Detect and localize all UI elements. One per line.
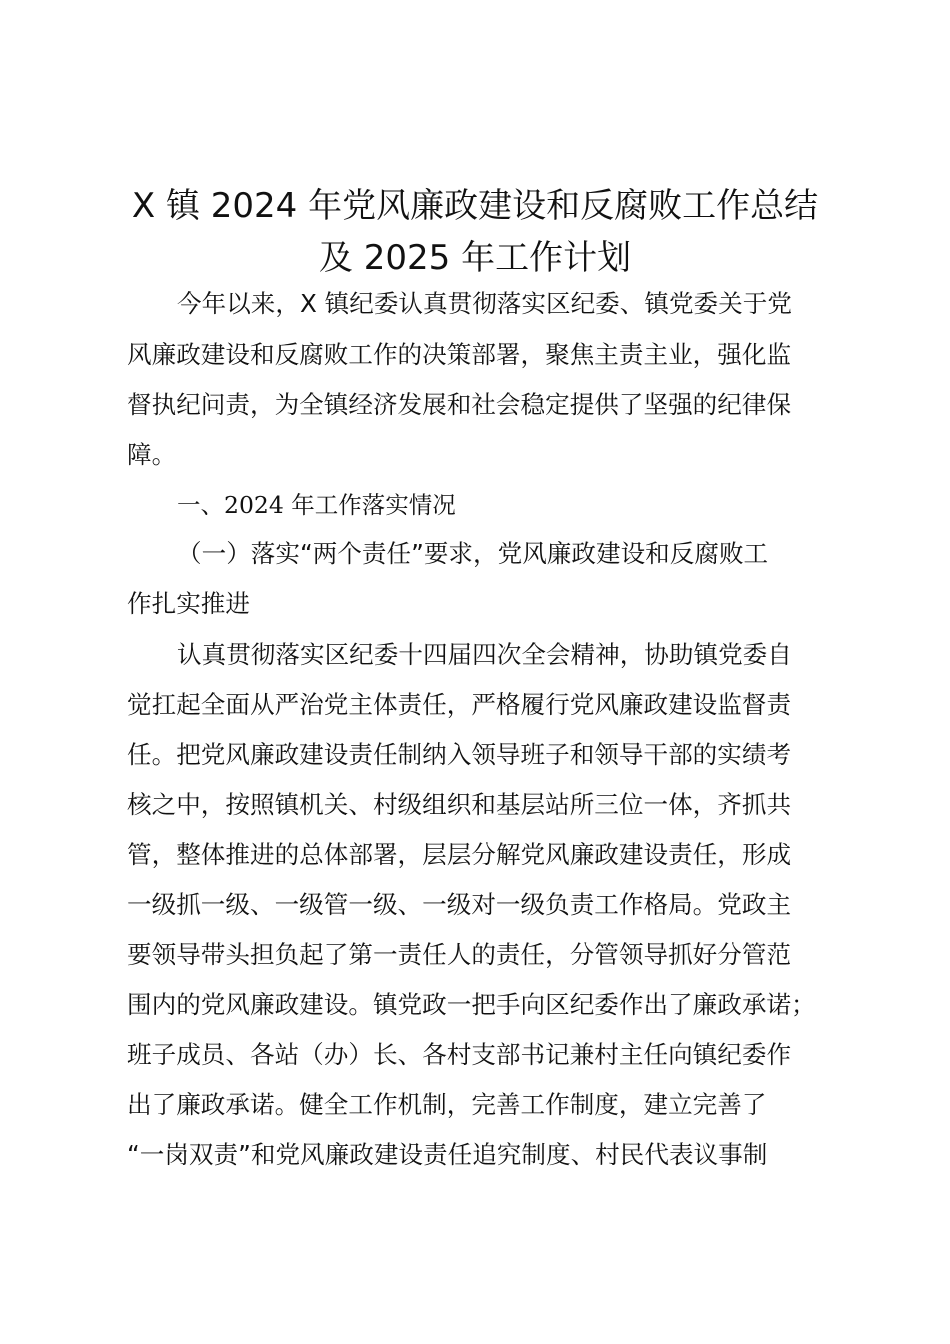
body-paragraph-line-7: 要领导带头担负起了第一责任人的责任，分管领导抓好分管范 [127,940,792,969]
document-title-line-1: X 镇 2024 年党风廉政建设和反腐败工作总结 [131,186,819,226]
body-paragraph-line-8: 围内的党风廉政建设。镇党政一把手向区纪委作出了廉政承诺； [127,990,816,1019]
body-paragraph-line-6: 一级抓一级、一级管一级、一级对一级负责工作格局。党政主 [127,890,792,919]
body-paragraph-line-10: 出了廉政承诺。健全工作机制，完善工作制度，建立完善了 [127,1090,767,1119]
body-paragraph-line-4: 核之中，按照镇机关、村级组织和基层站所三位一体，齐抓共 [127,790,792,819]
body-paragraph-line-1: 认真贯彻落实区纪委十四届四次全会精神，协助镇党委自 [177,640,792,669]
intro-paragraph-line-3: 督执纪问责，为全镇经济发展和社会稳定提供了坚强的纪律保 [127,390,792,419]
body-paragraph-line-9: 班子成员、各站（办）长、各村支部书记兼村主任向镇纪委作 [127,1040,792,1069]
document-title-line-2: 及 2025 年工作计划 [318,238,632,278]
body-paragraph-line-3: 任。把党风廉政建设责任制纳入领导班子和领导干部的实绩考 [127,740,792,769]
subsection-heading-line-2: 作扎实推进 [127,589,250,618]
body-paragraph-line-2: 觉扛起全面从严治党主体责任，严格履行党风廉政建设监督责 [127,690,792,719]
body-paragraph-line-5: 管，整体推进的总体部署，层层分解党风廉政建设责任，形成 [127,840,792,869]
intro-paragraph-line-2: 风廉政建设和反腐败工作的决策部署，聚焦主责主业，强化监 [127,340,792,369]
intro-paragraph-line-4: 障。 [127,440,177,469]
subsection-heading-line-1: （一）落实“两个责任”要求，党风廉政建设和反腐败工 [177,539,769,568]
intro-paragraph-line-1: 今年以来，X 镇纪委认真贯彻落实区纪委、镇党委关于党 [177,289,792,318]
body-paragraph-line-11: “一岗双责”和党风廉政建设责任追究制度、村民代表议事制 [127,1140,768,1169]
section-heading-1: 一、2024 年工作落实情况 [177,491,456,519]
